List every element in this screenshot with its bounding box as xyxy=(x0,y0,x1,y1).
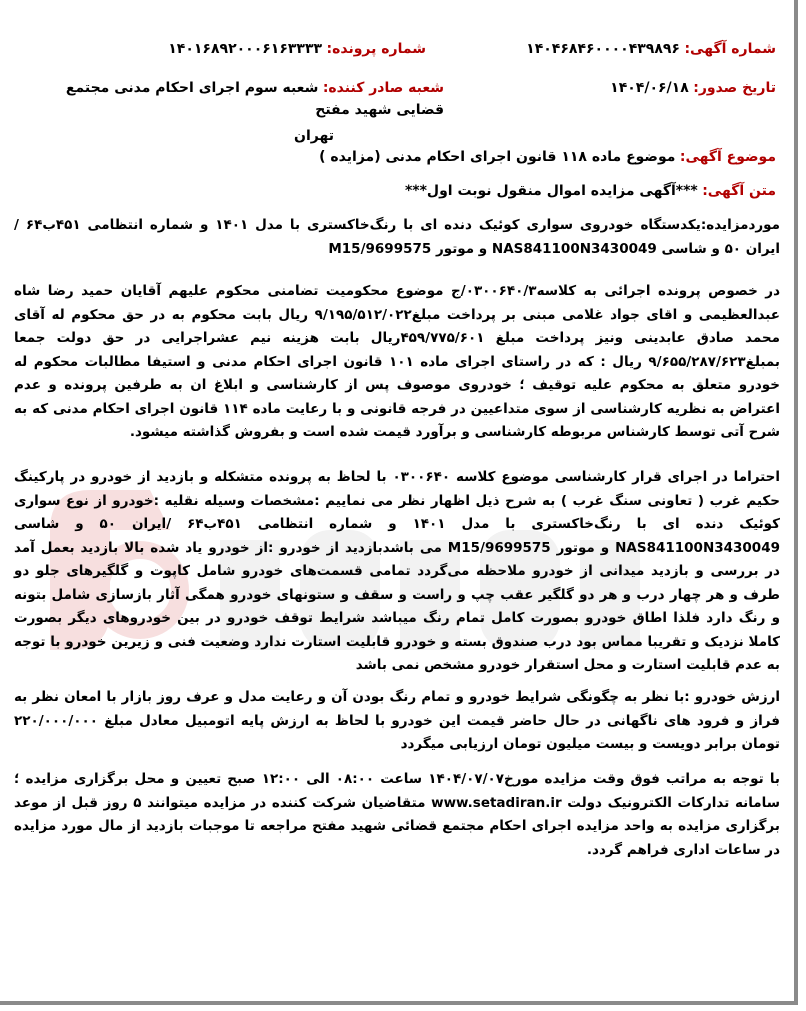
issue-date-label: تاریخ صدور: xyxy=(693,80,776,96)
paragraph-auction-time: با توجه به مراتب فوق وقت مزایده مورخ۱۴۰۴/۰۷/۰۷ ساعت ۰۸:۰۰ الی ۱۲:۰۰ صبح تعیین و محل برگزاری مزایده ؛سامانه تدارکات الکترونیک دولت www.setadiran.ir متقاضیان شرکت کننده در مزایده میتوانند ۵ روز قبل از موعد برگزاری مزایده به واحد مزایده اجرای احکام مجتمع قضائی شهید مفتح مراجعه تا موجبات بازدید از مال مورد مزایده در ساعات اداری فراهم گردد. xyxy=(14,771,780,858)
file-number xyxy=(168,38,426,60)
subject-value: موضوع ماده ۱۱۸ قانون اجرای احکام مدنی (مزایده ) xyxy=(319,149,676,165)
paragraph-case: در خصوص پرونده اجرائی به کلاسه۰۳۰۰۶۴۰/۳/ج موضوع محکومیت تضامنی محکوم علیهم آقایان حمید رضا شاه عبدالعظیمی و اقای جواد غلامی مبنی بر پرداخت مبلغ۹/۱۹۵/۵۱۲/۰۲۲ ریال بابت محکوم به در حق محکوم له آقای محمد صادق عابدینی ونیز پرداخت مبلغ ۴۵۹/۷۷۵/۶۰۱ریال بابت هزینه نیم عشراجرایی در حق دولت جمعا بمبلغ۹/۶۵۵/۲۸۷/۶۲۳ ریال : که در راستای اجرای ماده ۱۰۱ قانون اجرای احکام مدنی و استیفا مطالبات محکوم له خودرو متعلق به محکوم علیه توقیف ؛ خودروی موصوف پس از کارشناسی و ابلاغ ان به طرفین پرونده و عدم اعتراض به نظریه کارشناسی از سوی متداعیین در فرجه قانونی و با رعایت ماده ۱۱۴ قانون اجرای احکام مدنی که به شرح آتی توسط کارشناس مربوطه کارشناسی و برآورد قیمت شده است و بفروش گذاشته میشود. xyxy=(14,283,780,440)
notice-text xyxy=(405,180,776,202)
subject-label: موضوع آگهی: xyxy=(679,149,776,165)
notice-number xyxy=(526,38,776,60)
issuer xyxy=(34,77,444,147)
notice-text-value: ***آگهی مزایده اموال منقول نوبت اول*** xyxy=(404,183,698,199)
file-number-label: شماره پرونده: xyxy=(326,41,426,57)
paragraph-subject: موردمزایده:یکدستگاه خودروی سواری کوئیک دنده ای با رنگ‌خاکستری با مدل ۱۴۰۱ و شماره انتظامی ۴۵۱ب۶۴ /ایران ۵۰ و شاسی NAS841100N3430049 و موتور M15/9699575 xyxy=(14,217,780,257)
issuer-line2: تهران xyxy=(294,128,334,144)
issuer-label: شعبه صادر کننده: xyxy=(322,80,444,96)
paragraph-valuation: ارزش خودرو :با نظر به چگونگی شرایط خودرو و تمام رنگ بودن آن و رعایت مدل و عرف روز بازار با امعان نظر به فراز و فرود های ناگهانی در حال حاضر قیمت این خودرو با لحاظ به ارزش پایه اتومبیل معادل مبلغ ۲۲۰/۰۰۰/۰۰۰ تومان برابر دویست و بیست میلیون تومان ارزیابی میگردد xyxy=(14,689,780,752)
issuer-line1: شعبه سوم اجرای احکام مدنی مجتمع قضایی شهید مفتح xyxy=(65,80,444,118)
notice-number-value: ۱۴۰۴۶۸۴۶۰۰۰۰۴۳۹۸۹۶ xyxy=(526,41,680,57)
issue-date-value: ۱۴۰۴/۰۶/۱۸ xyxy=(610,80,689,96)
notice-number-label: شماره آگهی: xyxy=(684,41,776,57)
subject xyxy=(319,146,776,168)
issue-date xyxy=(610,77,776,99)
notice-text-label: متن آگهی: xyxy=(702,183,776,199)
file-number-value: ۱۴۰۱۶۸۹۲۰۰۰۶۱۶۳۳۳۳ xyxy=(168,41,323,57)
paragraph-expert-report: احتراما در اجرای قرار کارشناسی موضوع کلاسه ۰۳۰۰۶۴۰ با لحاظ به پرونده متشکله و بازدید از خودرو در پارکینگ حکیم غرب ( تعاونی سنگ غرب ) به شرح ذیل اظهار نظر می نماییم :مشخصات وسیله نقلیه :خودرو از نوع سواری کوئیک دنده ای با رنگ‌خاکستری با مدل ۱۴۰۱ و شماره انتظامی ۴۵۱ب۶۴ /ایران ۵۰ و شاسی NAS841100N3430049 و موتور M15/9699575 می باشدبازدید از خودرو :از خودرو یاد شده بالا بازدید بعمل آمد در بررسی و بازدید میدانی از خودرو ملاحظه می‌گردد تمامی قسمت‌های خودرو شامل کاپوت و گلگیرهای جلو دو طرف و هر چهار درب و هر دو گلگیر عقب چپ و راست و سقف و ستونهای خودرو همگی آثار بازسازی شامل بتونه و رنگ دارد فلذا اطاق خودرو بصورت کامل تمام رنگ میباشد شرایط توقف خودرو در بین خودروهای دیگر بصورت کاملا نزدیک و تقریبا مماس بود درب صندوق بسته و خودرو قابلیت استارت ندارد وضعیت فنی و زیرین خودرو با توجه به عدم قابلیت استارت و محل استقرار خودرو مشخص نمی باشد xyxy=(14,469,780,673)
